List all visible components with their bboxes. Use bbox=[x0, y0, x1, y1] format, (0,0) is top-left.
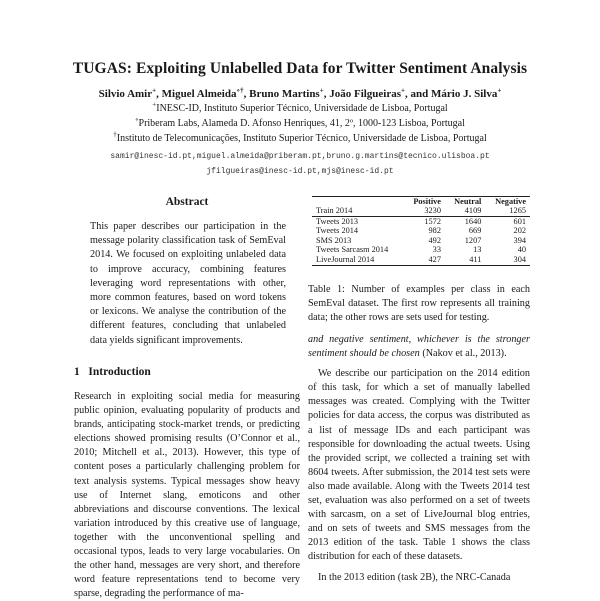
table-cell: 1572 bbox=[424, 216, 441, 226]
affiliation-text: INESC-ID, Instituto Superior Técnico, Universidade de Lisboa, Portugal bbox=[156, 103, 448, 114]
author-name: Miguel Almeida bbox=[161, 88, 237, 100]
table-cell: 33 bbox=[432, 245, 441, 255]
abstract-heading: Abstract bbox=[165, 196, 209, 208]
table-header-cell: Positive bbox=[413, 197, 441, 206]
author-name: Silvio Amir bbox=[98, 88, 153, 100]
table-cell: 3230 bbox=[424, 206, 441, 215]
table-cell: 411 bbox=[469, 254, 482, 264]
table-row bbox=[312, 255, 530, 265]
table-cell: Tweets 2013 bbox=[316, 216, 359, 226]
email-line-1: samir@inesc-id.pt,miguel.almeida@priberam.pt,bruno.g.martins@tecnico.ulisboa.pt bbox=[110, 152, 490, 161]
table-row bbox=[312, 236, 530, 246]
table-cell: 1640 bbox=[464, 216, 482, 226]
table-cell: LiveJournal 2014 bbox=[316, 254, 375, 264]
table-row bbox=[312, 245, 530, 255]
affiliation-text: Instituto de Telecomunicações, Instituto Superior Técnico, Universidade de Lisboa, Portugal bbox=[116, 133, 487, 144]
section-heading-introduction: 1 Introduction bbox=[74, 366, 151, 378]
table-cell: 304 bbox=[513, 254, 526, 264]
table-cell: 1207 bbox=[464, 235, 482, 245]
abstract-text: This paper describes our participation in the message polarity classification task of SemEval 2014. We focused on exploiting unlabeled data to improve accuracy, combining features leveraging word representations with other, more common features, based on word tokens or lexicons. We analyse the contribution of the different features, concluding that unlabeled data yields significant improvements. bbox=[90, 221, 286, 346]
table-cell: 40 bbox=[517, 245, 526, 255]
affiliation-3 bbox=[0, 130, 600, 144]
author-name: João Filgueiras bbox=[329, 88, 402, 100]
right-column-text bbox=[308, 333, 530, 585]
author-conjunction: and bbox=[410, 88, 429, 100]
author-name: Bruno Martins bbox=[249, 88, 320, 100]
table-header-cell: Negative bbox=[495, 197, 526, 206]
author-marker: + bbox=[152, 86, 157, 95]
table-caption: Table 1: Number of examples per class in each SemEval dataset. The first row represents all training data; the other rows are sets used for testing. bbox=[308, 284, 530, 324]
affiliation-2 bbox=[0, 115, 600, 129]
table-cell: 13 bbox=[473, 245, 482, 255]
table-cell: Train 2014 bbox=[316, 206, 353, 215]
class-distribution-table bbox=[312, 196, 530, 266]
table-cell: 669 bbox=[468, 226, 482, 236]
author-marker: + bbox=[401, 86, 406, 95]
affiliation-marker: + bbox=[152, 100, 157, 109]
table-cell: 1265 bbox=[509, 206, 526, 215]
paragraph: We describe our participation on the 2014 edition of this task, for which a set of manually labelled messages was created. Complying with the Twitter policies for data access, the corpus was distributed as a list of message IDs and each participant was responsible for downloading the actual tweets. Using the provided script, we collected a training set with 8604 tweets. After submission, the 2014 test sets were also made available. Along with the Tweets 2014 test set, evaluation was also performed on a set of tweets with sarcasm, on a set of LiveJournal blog entries, and on sets of tweets and SMS messages from the 2013 edition of the task. Table 1 shows the class distribution for each of these datasets. bbox=[308, 368, 530, 563]
affiliation-text: Priberam Labs, Alameda D. Afonso Henriques, 41, 2º, 1000-123 Lisboa, Portugal bbox=[138, 118, 465, 129]
email-line-2: jfilgueiras@inesc-id.pt,mjs@inesc-id.pt bbox=[206, 167, 394, 176]
table-row bbox=[312, 206, 530, 216]
table-header-cell bbox=[312, 197, 404, 207]
author-name: Mário J. Silva bbox=[431, 88, 498, 100]
table-cell: 427 bbox=[428, 254, 441, 264]
author-marker: + bbox=[319, 86, 324, 95]
author-marker: ∘† bbox=[236, 86, 244, 95]
author-marker: + bbox=[497, 86, 502, 95]
table-cell: 492 bbox=[428, 235, 441, 245]
quoted-definition: and negative sentiment, whichever is the stronger sentiment should be chosen bbox=[308, 334, 530, 360]
introduction-text: Research in exploiting social media for measuring public opinion, evaluating popularity of products and brands, anticipating stock-market trends, or predicting elections showed promising results (O’Connor et al., 2010; Mitchell et al., 2013). However, this type of content poses a particularly challenging problem for text analysis systems. Typical messages show heavy use of Internet slang, emoticons and other abbreviations and discourse conventions. The lexical variation introduced by this creative use of language, together with the unconventional spelling and occasional typos, leads to very large vocabularies. On the other hand, messages are very short, and therefore word feature representations tend to become very sparse, degrading the performance of ma- bbox=[74, 391, 300, 600]
table-row bbox=[312, 226, 530, 236]
table-cell: Tweets Sarcasm 2014 bbox=[316, 245, 389, 255]
affiliation-marker: ∘ bbox=[135, 115, 139, 124]
citation: (Nakov et al., 2013). bbox=[419, 348, 507, 360]
affiliation-1 bbox=[0, 100, 600, 114]
table-header-cell: Neutral bbox=[454, 197, 482, 206]
table-cell: 982 bbox=[428, 226, 441, 236]
table-cell: 394 bbox=[513, 235, 526, 245]
table-cell: Tweets 2014 bbox=[316, 226, 359, 236]
affiliation-marker: † bbox=[113, 130, 117, 139]
table-cell: SMS 2013 bbox=[316, 235, 352, 245]
table-cell: 202 bbox=[513, 226, 526, 236]
author-list: Silvio Amir+, Miguel Almeida∘†, Bruno Martins+, João Filgueiras+, and Mário J. Silva+ bbox=[98, 86, 502, 100]
table-cell: 601 bbox=[513, 216, 526, 226]
table-cell: 4109 bbox=[464, 206, 482, 215]
paper-title: TUGAS: Exploiting Unlabelled Data for Twitter Sentiment Analysis bbox=[72, 60, 528, 77]
paragraph: In the 2013 edition (task 2B), the NRC-Canada bbox=[318, 571, 511, 583]
table-row bbox=[312, 216, 530, 226]
